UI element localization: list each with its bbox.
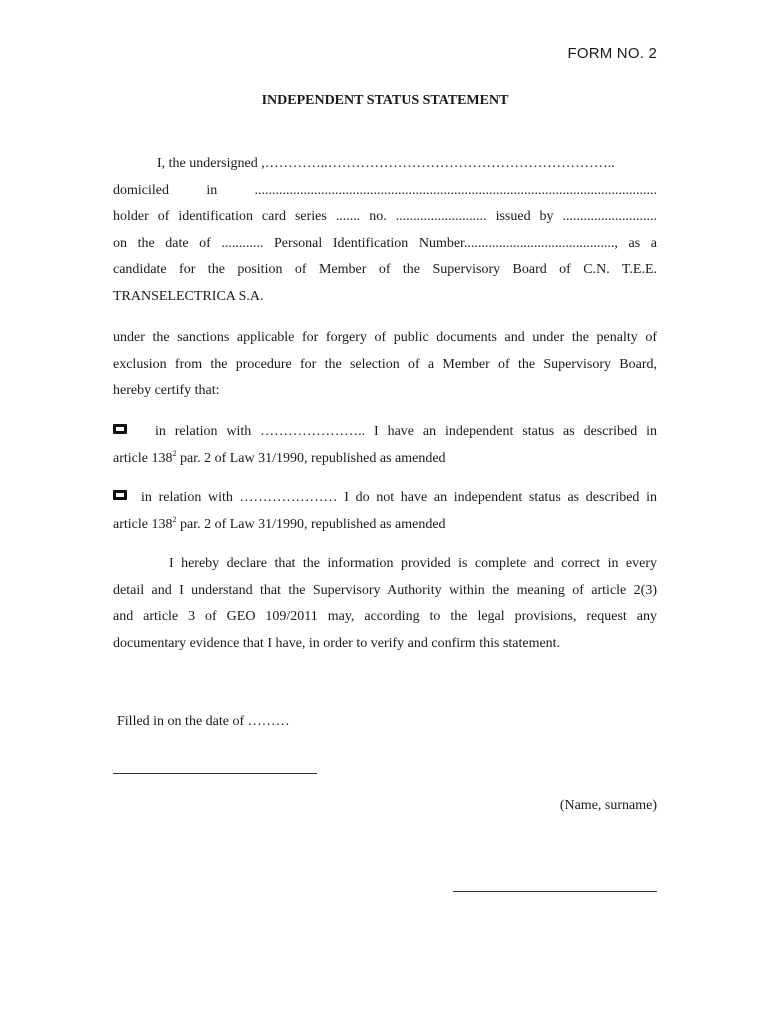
sanctions-line-1: under the sanctions applicable for forgery of public documents and under the penalty of — [113, 330, 657, 345]
intro-line-2 — [113, 178, 657, 205]
not-independent-checkbox[interactable] — [113, 490, 127, 500]
date-signature-line — [113, 773, 317, 774]
article-sup: 2 — [172, 448, 177, 458]
article-ref: article 138 — [113, 450, 173, 466]
address-blank: ................................................................................................................... — [254, 182, 658, 198]
option-1-line-2 — [113, 446, 657, 473]
name-surname-label: (Name, surname) — [559, 798, 657, 813]
option-2-line-2 — [113, 512, 657, 539]
document-page — [113, 0, 657, 1024]
sanctions-line-3: hereby certify that: — [113, 383, 220, 399]
article-sup: 2 — [172, 514, 177, 524]
in-label: in — [206, 182, 218, 198]
declaration-line-2: detail and I understand that the Supervisory Authority within the meaning of article 2(3) — [113, 582, 657, 598]
option-2-text: in relation with ………………… I do not have an independent status as described in — [141, 490, 657, 505]
intro-line-1: I, the undersigned ,…………..…………………………………………………….. — [157, 156, 615, 171]
option-2-line-1 — [113, 485, 657, 512]
declaration-line-3: and article 3 of GEO 109/2011 may, according to the legal provisions, request any — [113, 609, 657, 625]
declaration-line-4: documentary evidence that I have, in order to verify and confirm this statement. — [113, 635, 561, 651]
intro-line-3: holder of identification card series ....... no. .......................... issued by ........................... — [113, 209, 657, 225]
signature-line — [453, 891, 657, 892]
filled-in-date: Filled in on the date of ……… — [117, 714, 290, 729]
domiciled-label: domiciled — [113, 182, 169, 198]
intro-line-4: on the date of ............ Personal Identification Number..........................................., as a — [113, 235, 657, 251]
option-independent — [113, 419, 657, 472]
intro-paragraph — [113, 151, 657, 311]
option-1-text: in relation with ………………….. I have an independent status as described in — [155, 424, 657, 439]
sanctions-paragraph — [113, 325, 657, 405]
intro-line-6: TRANSELECTRICA S.A. — [113, 288, 264, 304]
document-title: INDEPENDENT STATUS STATEMENT — [261, 93, 509, 108]
sanctions-line-2: exclusion from the procedure for the selection of a Member of the Supervisory Board, — [113, 356, 657, 372]
declaration-paragraph — [113, 551, 657, 657]
independent-checkbox[interactable] — [113, 424, 127, 434]
article-ref: article 138 — [113, 516, 173, 532]
law-ref: par. 2 of Law 31/1990, republished as amended — [176, 450, 446, 466]
form-number: FORM NO. 2 — [567, 45, 657, 62]
declaration-line-1: I hereby declare that the information provided is complete and correct in every — [169, 556, 657, 571]
option-not-independent — [113, 485, 657, 538]
option-1-line-1 — [113, 419, 657, 446]
law-ref: par. 2 of Law 31/1990, republished as amended — [176, 516, 446, 532]
intro-line-5: candidate for the position of Member of the Supervisory Board of C.N. T.E.E. — [113, 262, 657, 278]
